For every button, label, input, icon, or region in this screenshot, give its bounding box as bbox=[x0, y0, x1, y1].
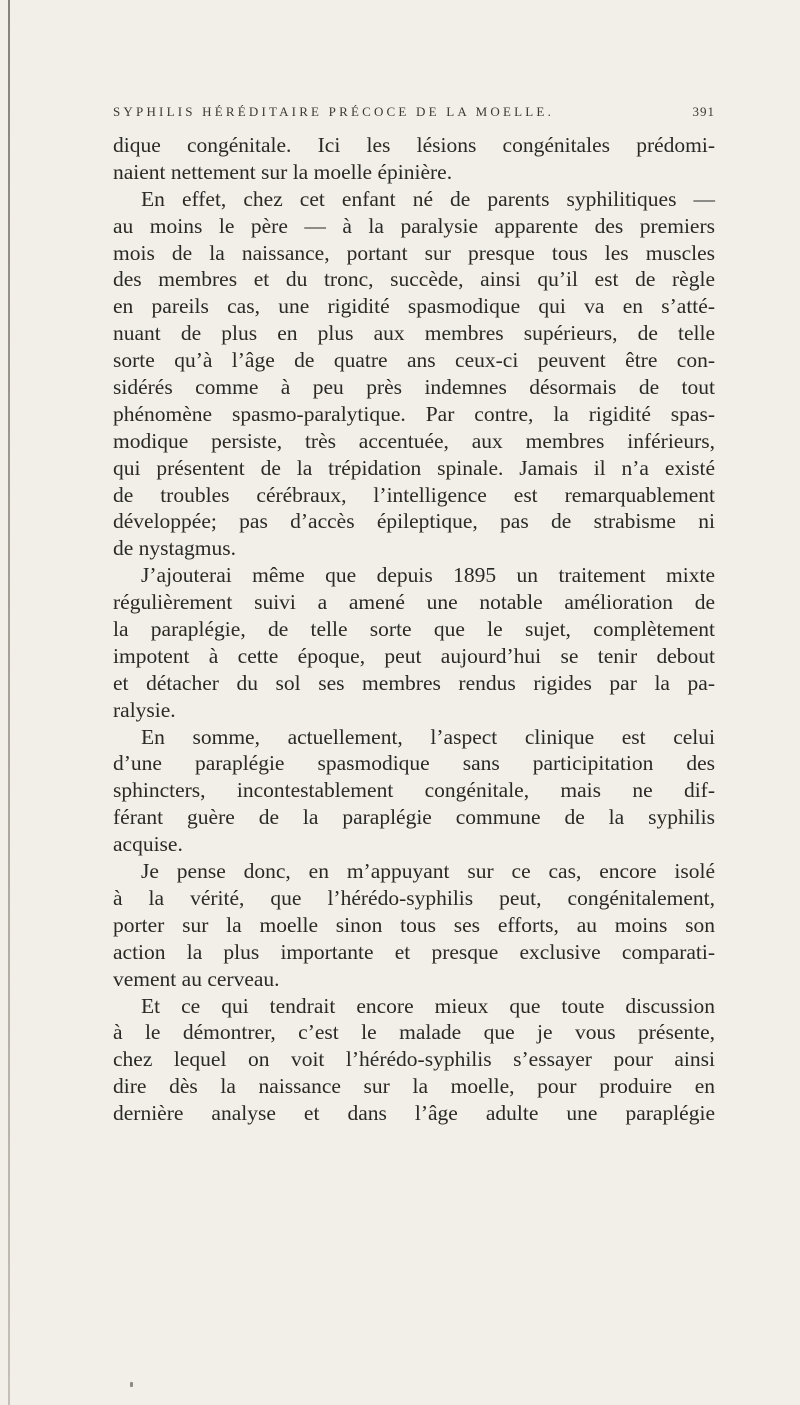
text-line: acquise. bbox=[113, 832, 183, 857]
text-line: développée; pas d’accès épileptique, pas de strabisme ni bbox=[113, 509, 715, 534]
text-line: Je pense donc, en m’appuyant sur ce cas, encore isolé bbox=[141, 859, 715, 884]
running-title: SYPHILIS HÉRÉDITAIRE PRÉCOCE DE LA MOELLE. bbox=[113, 104, 555, 119]
text-line: dernière analyse et dans l’âge adulte une paraplégie bbox=[113, 1101, 715, 1126]
text-line: impotent à cette époque, peut aujourd’hui se tenir debout bbox=[113, 643, 715, 668]
text-line: sidérés comme à peu près indemnes désormais de tout bbox=[113, 375, 715, 400]
text-line: En effet, chez cet enfant né de parents syphilitiques — bbox=[141, 186, 715, 211]
text-line: au moins le père — à la paralysie apparente des premiers bbox=[113, 213, 715, 238]
text-line: férant guère de la paraplégie commune de la syphilis bbox=[113, 805, 715, 830]
text-line: régulièrement suivi a amené une notable amélioration de bbox=[113, 590, 715, 615]
text-line: action la plus importante et presque exclusive comparati- bbox=[113, 939, 715, 964]
text-line: des membres et du tronc, succède, ainsi qu’il est de règle bbox=[113, 267, 715, 292]
text-line: la paraplégie, de telle sorte que le sujet, complètement bbox=[113, 617, 715, 642]
page-header bbox=[113, 104, 715, 120]
text-line: J’ajouterai même que depuis 1895 un traitement mixte bbox=[141, 563, 715, 588]
text-line: dire dès la naissance sur la moelle, pour produire en bbox=[113, 1074, 715, 1099]
text-line: chez lequel on voit l’hérédo-syphilis s’essayer pour ainsi bbox=[113, 1047, 715, 1072]
text-line: de troubles cérébraux, l’intelligence est remarquablement bbox=[113, 482, 715, 507]
text-line: porter sur la moelle sinon tous ses efforts, au moins son bbox=[113, 912, 715, 937]
page-edge-shadow bbox=[8, 0, 10, 1405]
text-line: et détacher du sol ses membres rendus rigides par la pa- bbox=[113, 670, 715, 695]
text-line: vement au cerveau. bbox=[113, 966, 280, 991]
text-line: modique persiste, très accentuée, aux membres inférieurs, bbox=[113, 428, 715, 453]
text-line: à le démontrer, c’est le malade que je vous présente, bbox=[113, 1020, 715, 1045]
text-line: à la vérité, que l’hérédo-syphilis peut, congénitalement, bbox=[113, 885, 715, 910]
text-line: en pareils cas, une rigidité spasmodique qui va en s’atté- bbox=[113, 294, 715, 319]
text-line: ralysie. bbox=[113, 697, 176, 722]
text-line: qui présentent de la trépidation spinale. Jamais il n’a existé bbox=[113, 455, 715, 480]
text-line: En somme, actuellement, l’aspect clinique est celui bbox=[141, 724, 715, 749]
body-text bbox=[113, 132, 715, 1127]
text-line: nuant de plus en plus aux membres supérieurs, de telle bbox=[113, 321, 715, 346]
text-line: mois de la naissance, portant sur presque tous les muscles bbox=[113, 240, 715, 265]
text-line: naient nettement sur la moelle épinière. bbox=[113, 159, 453, 184]
text-line: sphincters, incontestablement congénitale, mais ne dif- bbox=[113, 778, 715, 803]
text-line: phénomène spasmo-paralytique. Par contre, la rigidité spas- bbox=[113, 401, 715, 426]
text-line: sorte qu’à l’âge de quatre ans ceux-ci peuvent être con- bbox=[113, 348, 715, 373]
text-line: Et ce qui tendrait encore mieux que toute discussion bbox=[141, 993, 715, 1018]
text-line: de nystagmus. bbox=[113, 536, 237, 561]
text-line: dique congénitale. Ici les lésions congénitales prédomi- bbox=[113, 133, 715, 157]
text-line: d’une paraplégie spasmodique sans participitation des bbox=[113, 751, 715, 776]
ink-speck bbox=[130, 1382, 133, 1387]
page-number: 391 bbox=[692, 104, 715, 119]
